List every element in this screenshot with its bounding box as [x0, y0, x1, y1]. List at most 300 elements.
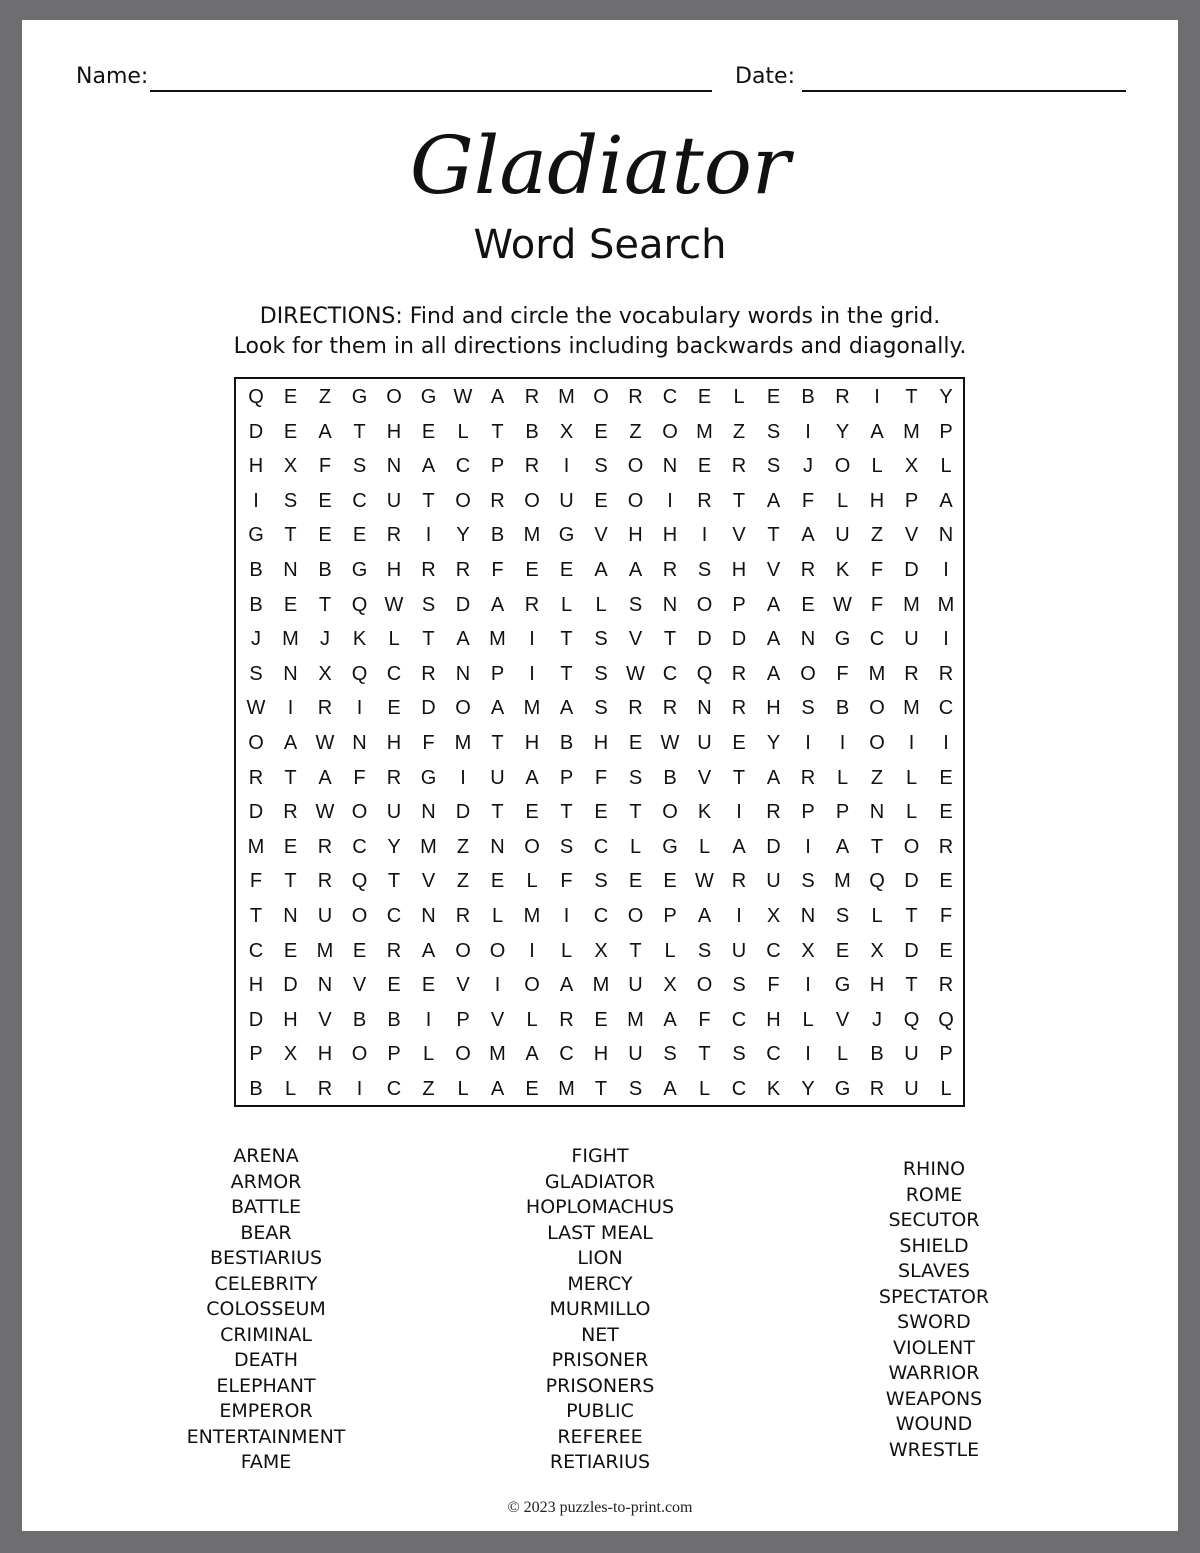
grid-letter[interactable]: A: [766, 766, 781, 789]
grid-letter[interactable]: Q: [351, 593, 368, 616]
grid-letter[interactable]: S: [835, 905, 850, 927]
grid-letter[interactable]: F: [594, 766, 608, 789]
grid-letter[interactable]: R: [731, 870, 747, 893]
grid-letter[interactable]: Q: [903, 1008, 920, 1031]
grid-letter[interactable]: I: [805, 974, 811, 997]
grid-letter[interactable]: O: [489, 939, 506, 962]
grid-letter[interactable]: F: [318, 455, 332, 478]
grid-letter[interactable]: E: [697, 386, 712, 408]
grid-letter[interactable]: V: [904, 524, 919, 547]
grid-letter[interactable]: R: [317, 1078, 333, 1100]
grid-letter[interactable]: L: [698, 835, 711, 858]
grid-letter[interactable]: T: [560, 628, 573, 651]
grid-letter[interactable]: S: [801, 870, 815, 893]
grid-letter[interactable]: T: [560, 662, 573, 685]
grid-letter[interactable]: X: [283, 455, 298, 478]
grid-letter[interactable]: M: [627, 1008, 644, 1031]
grid-letter[interactable]: N: [386, 455, 402, 478]
grid-letter[interactable]: P: [559, 766, 574, 789]
grid-letter[interactable]: Z: [422, 1078, 435, 1100]
grid-letter[interactable]: H: [593, 1043, 609, 1066]
grid-letter[interactable]: C: [386, 905, 402, 927]
grid-letter[interactable]: I: [805, 732, 811, 754]
grid-letter[interactable]: I: [839, 732, 846, 754]
grid-letter[interactable]: H: [766, 697, 781, 720]
grid-letter[interactable]: L: [526, 1008, 538, 1031]
grid-letter[interactable]: D: [904, 939, 919, 962]
grid-letter[interactable]: V: [352, 974, 367, 997]
grid-letter[interactable]: C: [559, 1043, 574, 1066]
grid-letter[interactable]: Y: [801, 1078, 815, 1100]
grid-letter[interactable]: I: [356, 697, 363, 720]
grid-letter[interactable]: C: [766, 939, 781, 962]
grid-letter[interactable]: W: [626, 662, 645, 685]
grid-letter[interactable]: E: [939, 766, 953, 789]
grid-letter[interactable]: D: [421, 697, 436, 720]
grid-letter[interactable]: F: [801, 489, 815, 512]
grid-letter[interactable]: T: [249, 905, 263, 927]
grid-letter[interactable]: R: [386, 939, 402, 962]
grid-letter[interactable]: A: [628, 559, 643, 581]
grid-letter[interactable]: B: [870, 1043, 884, 1066]
grid-letter[interactable]: W: [453, 386, 473, 408]
grid-letter[interactable]: T: [284, 524, 297, 547]
grid-letter[interactable]: I: [287, 697, 294, 720]
grid-letter[interactable]: M: [868, 662, 886, 685]
grid-letter[interactable]: M: [523, 524, 541, 547]
grid-letter[interactable]: C: [766, 1043, 781, 1066]
grid-letter[interactable]: E: [766, 386, 781, 408]
grid-letter[interactable]: G: [420, 386, 437, 408]
grid-letter[interactable]: Y: [387, 835, 401, 858]
grid-letter[interactable]: D: [248, 801, 264, 824]
grid-letter[interactable]: R: [455, 559, 471, 581]
grid-letter[interactable]: T: [353, 420, 366, 443]
grid-letter[interactable]: O: [248, 732, 264, 754]
grid-letter[interactable]: I: [805, 835, 811, 858]
grid-letter[interactable]: L: [284, 1078, 297, 1100]
grid-letter[interactable]: R: [421, 559, 436, 581]
grid-letter[interactable]: C: [938, 697, 954, 720]
grid-letter[interactable]: Y: [456, 524, 470, 547]
grid-letter[interactable]: E: [939, 870, 953, 893]
grid-letter[interactable]: E: [318, 524, 332, 547]
grid-letter[interactable]: H: [593, 732, 609, 754]
grid-letter[interactable]: N: [662, 455, 678, 478]
grid-letter[interactable]: L: [940, 1078, 952, 1100]
grid-letter[interactable]: T: [491, 420, 504, 443]
grid-letter[interactable]: A: [490, 1078, 505, 1100]
grid-letter[interactable]: H: [386, 559, 402, 581]
grid-letter[interactable]: M: [523, 697, 541, 720]
grid-letter[interactable]: N: [800, 628, 816, 651]
grid-letter[interactable]: C: [386, 662, 402, 685]
grid-letter[interactable]: H: [766, 1008, 781, 1031]
grid-letter[interactable]: A: [939, 489, 953, 512]
grid-letter[interactable]: G: [834, 628, 851, 651]
grid-letter[interactable]: L: [629, 835, 642, 858]
grid-letter[interactable]: B: [318, 559, 332, 581]
grid-letter[interactable]: A: [870, 420, 884, 443]
grid-letter[interactable]: U: [904, 1078, 919, 1100]
grid-letter[interactable]: C: [352, 489, 367, 512]
grid-letter[interactable]: A: [594, 559, 608, 581]
grid-letter[interactable]: F: [870, 593, 884, 616]
grid-letter[interactable]: T: [870, 835, 884, 858]
grid-letter[interactable]: Z: [732, 420, 746, 443]
grid-letter[interactable]: O: [524, 974, 540, 997]
grid-letter[interactable]: N: [317, 974, 333, 997]
grid-letter[interactable]: S: [766, 420, 781, 443]
grid-letter[interactable]: O: [455, 697, 471, 720]
grid-letter[interactable]: C: [869, 628, 885, 651]
grid-letter[interactable]: K: [766, 1078, 781, 1100]
grid-letter[interactable]: C: [248, 939, 264, 962]
grid-letter[interactable]: E: [628, 870, 643, 893]
grid-letter[interactable]: B: [352, 1008, 367, 1031]
grid-letter[interactable]: G: [420, 766, 437, 789]
grid-letter[interactable]: B: [801, 386, 815, 408]
grid-letter[interactable]: D: [248, 1008, 264, 1031]
grid-letter[interactable]: B: [525, 420, 539, 443]
grid-letter[interactable]: V: [766, 559, 781, 581]
grid-letter[interactable]: I: [529, 628, 535, 651]
grid-letter[interactable]: S: [766, 455, 781, 478]
grid-letter[interactable]: O: [903, 835, 920, 858]
grid-letter[interactable]: S: [594, 628, 608, 651]
grid-letter[interactable]: G: [558, 524, 575, 547]
grid-letter[interactable]: M: [523, 905, 541, 927]
grid-letter[interactable]: I: [425, 1008, 432, 1031]
grid-letter[interactable]: O: [455, 489, 471, 512]
grid-letter[interactable]: T: [732, 489, 746, 512]
grid-letter[interactable]: I: [460, 766, 466, 789]
grid-letter[interactable]: R: [628, 386, 643, 408]
grid-letter[interactable]: X: [870, 939, 884, 962]
grid-letter[interactable]: U: [386, 801, 402, 824]
grid-letter[interactable]: E: [490, 870, 505, 893]
grid-letter[interactable]: L: [905, 766, 918, 789]
grid-letter[interactable]: R: [731, 662, 747, 685]
grid-letter[interactable]: S: [594, 697, 608, 720]
grid-letter[interactable]: R: [524, 386, 540, 408]
grid-letter[interactable]: M: [420, 835, 437, 858]
grid-letter[interactable]: N: [697, 697, 712, 720]
grid-letter[interactable]: B: [559, 732, 574, 754]
grid-letter[interactable]: I: [529, 662, 535, 685]
grid-letter[interactable]: R: [317, 870, 333, 893]
grid-letter[interactable]: N: [283, 662, 298, 685]
grid-letter[interactable]: I: [425, 524, 432, 547]
grid-letter[interactable]: M: [903, 420, 920, 443]
grid-letter[interactable]: T: [284, 766, 297, 789]
grid-letter[interactable]: B: [249, 559, 263, 581]
grid-letter[interactable]: I: [736, 801, 742, 824]
grid-letter[interactable]: R: [731, 697, 747, 720]
grid-letter[interactable]: J: [251, 628, 261, 651]
grid-letter[interactable]: E: [525, 559, 539, 581]
grid-letter[interactable]: D: [766, 835, 781, 858]
grid-letter[interactable]: T: [698, 1043, 711, 1066]
grid-letter[interactable]: T: [387, 870, 401, 893]
grid-letter[interactable]: A: [559, 697, 574, 720]
grid-letter[interactable]: I: [943, 559, 949, 581]
grid-letter[interactable]: O: [593, 386, 609, 408]
grid-letter[interactable]: O: [627, 905, 644, 927]
grid-letter[interactable]: E: [939, 801, 953, 824]
grid-letter[interactable]: M: [937, 593, 955, 616]
grid-letter[interactable]: U: [317, 905, 333, 927]
grid-letter[interactable]: I: [908, 732, 915, 754]
grid-letter[interactable]: R: [455, 905, 471, 927]
grid-letter[interactable]: A: [732, 835, 746, 858]
grid-letter[interactable]: T: [905, 974, 918, 997]
grid-letter[interactable]: Z: [318, 386, 332, 408]
grid-letter[interactable]: E: [732, 732, 746, 754]
grid-letter[interactable]: L: [836, 1043, 849, 1066]
grid-letter[interactable]: L: [422, 1043, 435, 1066]
grid-letter[interactable]: V: [421, 870, 436, 893]
grid-letter[interactable]: L: [457, 420, 469, 443]
grid-letter[interactable]: U: [835, 524, 850, 547]
grid-letter[interactable]: O: [869, 697, 885, 720]
grid-letter[interactable]: S: [559, 835, 574, 858]
grid-letter[interactable]: I: [805, 420, 811, 443]
grid-letter[interactable]: E: [283, 386, 298, 408]
grid-letter[interactable]: T: [284, 870, 297, 893]
grid-letter[interactable]: O: [696, 974, 713, 997]
grid-letter[interactable]: Z: [456, 835, 470, 858]
grid-letter[interactable]: Q: [351, 662, 368, 685]
grid-letter[interactable]: O: [351, 1043, 368, 1066]
grid-letter[interactable]: P: [249, 1043, 263, 1066]
grid-letter[interactable]: E: [283, 939, 298, 962]
grid-letter[interactable]: O: [455, 1043, 471, 1066]
grid-letter[interactable]: I: [701, 524, 708, 547]
grid-letter[interactable]: E: [421, 974, 436, 997]
grid-letter[interactable]: H: [662, 524, 678, 547]
grid-letter[interactable]: K: [835, 559, 850, 581]
grid-letter[interactable]: F: [870, 559, 884, 581]
grid-letter[interactable]: R: [559, 1008, 574, 1031]
grid-letter[interactable]: E: [835, 939, 850, 962]
grid-letter[interactable]: A: [490, 593, 505, 616]
grid-letter[interactable]: G: [834, 1078, 851, 1100]
grid-letter[interactable]: N: [662, 593, 678, 616]
grid-letter[interactable]: A: [766, 628, 781, 651]
grid-letter[interactable]: E: [801, 593, 815, 616]
grid-letter[interactable]: N: [455, 662, 471, 685]
grid-letter[interactable]: Y: [766, 732, 781, 754]
grid-letter[interactable]: X: [283, 1043, 298, 1066]
grid-letter[interactable]: R: [938, 662, 954, 685]
grid-letter[interactable]: C: [386, 1078, 402, 1100]
grid-letter[interactable]: L: [560, 593, 573, 616]
grid-letter[interactable]: E: [421, 420, 436, 443]
grid-letter[interactable]: E: [939, 939, 953, 962]
grid-letter[interactable]: L: [457, 1078, 469, 1100]
grid-letter[interactable]: F: [491, 559, 504, 581]
grid-letter[interactable]: S: [594, 455, 608, 478]
grid-letter[interactable]: M: [834, 870, 851, 893]
grid-letter[interactable]: L: [871, 455, 883, 478]
grid-letter[interactable]: F: [422, 732, 435, 754]
grid-letter[interactable]: B: [249, 593, 263, 616]
grid-letter[interactable]: J: [872, 1008, 882, 1031]
grid-letter[interactable]: H: [386, 732, 402, 754]
grid-letter[interactable]: C: [593, 905, 609, 927]
grid-letter[interactable]: G: [351, 559, 368, 581]
grid-letter[interactable]: U: [731, 939, 747, 962]
grid-letter[interactable]: L: [595, 593, 607, 616]
grid-letter[interactable]: N: [938, 524, 954, 547]
grid-letter[interactable]: S: [801, 697, 815, 720]
grid-letter[interactable]: F: [560, 870, 573, 893]
grid-letter[interactable]: S: [283, 489, 298, 512]
grid-letter[interactable]: N: [421, 801, 436, 824]
grid-letter[interactable]: L: [905, 801, 918, 824]
grid-letter[interactable]: O: [351, 905, 368, 927]
grid-letter[interactable]: R: [248, 766, 264, 789]
grid-letter[interactable]: A: [421, 455, 436, 478]
grid-letter[interactable]: U: [904, 1043, 919, 1066]
grid-letter[interactable]: E: [387, 974, 401, 997]
grid-letter[interactable]: U: [766, 870, 781, 893]
grid-letter[interactable]: I: [943, 628, 949, 651]
grid-letter[interactable]: A: [490, 386, 505, 408]
grid-letter[interactable]: H: [628, 524, 643, 547]
grid-letter[interactable]: S: [663, 1043, 677, 1066]
grid-letter[interactable]: E: [663, 870, 677, 893]
grid-letter[interactable]: I: [736, 905, 742, 927]
grid-letter[interactable]: O: [524, 489, 540, 512]
grid-letter[interactable]: R: [766, 801, 781, 824]
grid-letter[interactable]: P: [801, 801, 815, 824]
grid-letter[interactable]: R: [421, 662, 436, 685]
grid-letter[interactable]: T: [905, 386, 918, 408]
grid-letter[interactable]: P: [456, 1008, 470, 1031]
grid-letter[interactable]: F: [836, 662, 849, 685]
grid-letter[interactable]: X: [559, 420, 574, 443]
grid-letter[interactable]: I: [494, 974, 501, 997]
grid-letter[interactable]: O: [869, 732, 885, 754]
grid-letter[interactable]: M: [489, 1043, 506, 1066]
grid-letter[interactable]: R: [283, 801, 298, 824]
grid-letter[interactable]: O: [386, 386, 402, 408]
grid-letter[interactable]: T: [663, 628, 677, 651]
grid-letter[interactable]: T: [560, 801, 573, 824]
grid-letter[interactable]: D: [697, 628, 712, 651]
grid-letter[interactable]: L: [560, 939, 573, 962]
grid-letter[interactable]: G: [834, 974, 851, 997]
grid-letter[interactable]: O: [627, 489, 644, 512]
grid-letter[interactable]: D: [283, 974, 298, 997]
grid-letter[interactable]: E: [525, 801, 539, 824]
grid-letter[interactable]: E: [559, 559, 574, 581]
grid-letter[interactable]: E: [283, 420, 298, 443]
grid-letter[interactable]: R: [938, 974, 954, 997]
grid-letter[interactable]: L: [491, 905, 504, 927]
grid-letter[interactable]: A: [318, 766, 332, 789]
grid-letter[interactable]: Q: [351, 870, 368, 893]
grid-letter[interactable]: C: [731, 1078, 747, 1100]
grid-letter[interactable]: O: [351, 801, 368, 824]
grid-letter[interactable]: W: [246, 697, 266, 720]
grid-letter[interactable]: P: [835, 801, 850, 824]
grid-letter[interactable]: P: [490, 455, 505, 478]
grid-letter[interactable]: U: [697, 732, 712, 754]
grid-letter[interactable]: L: [802, 1008, 814, 1031]
grid-letter[interactable]: H: [731, 559, 747, 581]
grid-letter[interactable]: A: [663, 1078, 677, 1100]
grid-letter[interactable]: I: [356, 1078, 363, 1100]
grid-letter[interactable]: N: [869, 801, 885, 824]
grid-letter[interactable]: R: [800, 766, 816, 789]
grid-letter[interactable]: E: [283, 835, 298, 858]
grid-letter[interactable]: U: [490, 766, 505, 789]
grid-letter[interactable]: G: [248, 524, 264, 547]
grid-letter[interactable]: X: [801, 939, 815, 962]
grid-letter[interactable]: I: [874, 386, 880, 408]
grid-letter[interactable]: T: [318, 593, 332, 616]
grid-letter[interactable]: M: [696, 420, 713, 443]
grid-letter[interactable]: Z: [870, 524, 884, 547]
grid-letter[interactable]: E: [594, 801, 608, 824]
grid-letter[interactable]: W: [315, 732, 335, 754]
grid-letter[interactable]: R: [317, 835, 333, 858]
grid-letter[interactable]: U: [628, 1043, 643, 1066]
grid-letter[interactable]: S: [352, 455, 367, 478]
grid-letter[interactable]: X: [594, 939, 608, 962]
grid-letter[interactable]: S: [594, 662, 608, 685]
grid-letter[interactable]: E: [318, 489, 332, 512]
grid-letter[interactable]: W: [695, 870, 714, 893]
grid-letter[interactable]: H: [248, 455, 264, 478]
grid-letter[interactable]: X: [663, 974, 677, 997]
grid-letter[interactable]: M: [558, 386, 575, 408]
grid-letter[interactable]: I: [805, 1043, 811, 1066]
grid-letter[interactable]: P: [387, 1043, 401, 1066]
grid-letter[interactable]: E: [628, 732, 643, 754]
grid-letter[interactable]: M: [903, 697, 920, 720]
grid-letter[interactable]: V: [835, 1008, 850, 1031]
grid-letter[interactable]: E: [283, 593, 298, 616]
grid-letter[interactable]: L: [940, 455, 952, 478]
grid-letter[interactable]: J: [803, 455, 813, 478]
grid-letter[interactable]: V: [456, 974, 470, 997]
grid-letter[interactable]: O: [455, 939, 471, 962]
grid-letter[interactable]: B: [249, 1078, 263, 1100]
grid-letter[interactable]: A: [766, 489, 781, 512]
grid-letter[interactable]: W: [660, 732, 680, 754]
grid-letter[interactable]: A: [663, 1008, 677, 1031]
grid-letter[interactable]: C: [352, 835, 367, 858]
grid-letter[interactable]: W: [384, 593, 404, 616]
grid-letter[interactable]: P: [490, 662, 505, 685]
grid-letter[interactable]: A: [835, 835, 850, 858]
grid-letter[interactable]: P: [732, 593, 746, 616]
grid-letter[interactable]: M: [454, 732, 472, 754]
grid-letter[interactable]: V: [490, 1008, 505, 1031]
grid-letter[interactable]: A: [525, 1043, 539, 1066]
grid-letter[interactable]: T: [594, 1078, 608, 1100]
grid-letter[interactable]: Q: [938, 1008, 954, 1031]
grid-letter[interactable]: L: [698, 1078, 711, 1100]
grid-letter[interactable]: E: [387, 697, 401, 720]
grid-letter[interactable]: T: [491, 801, 504, 824]
grid-letter[interactable]: J: [320, 628, 330, 651]
grid-letter[interactable]: S: [421, 593, 436, 616]
